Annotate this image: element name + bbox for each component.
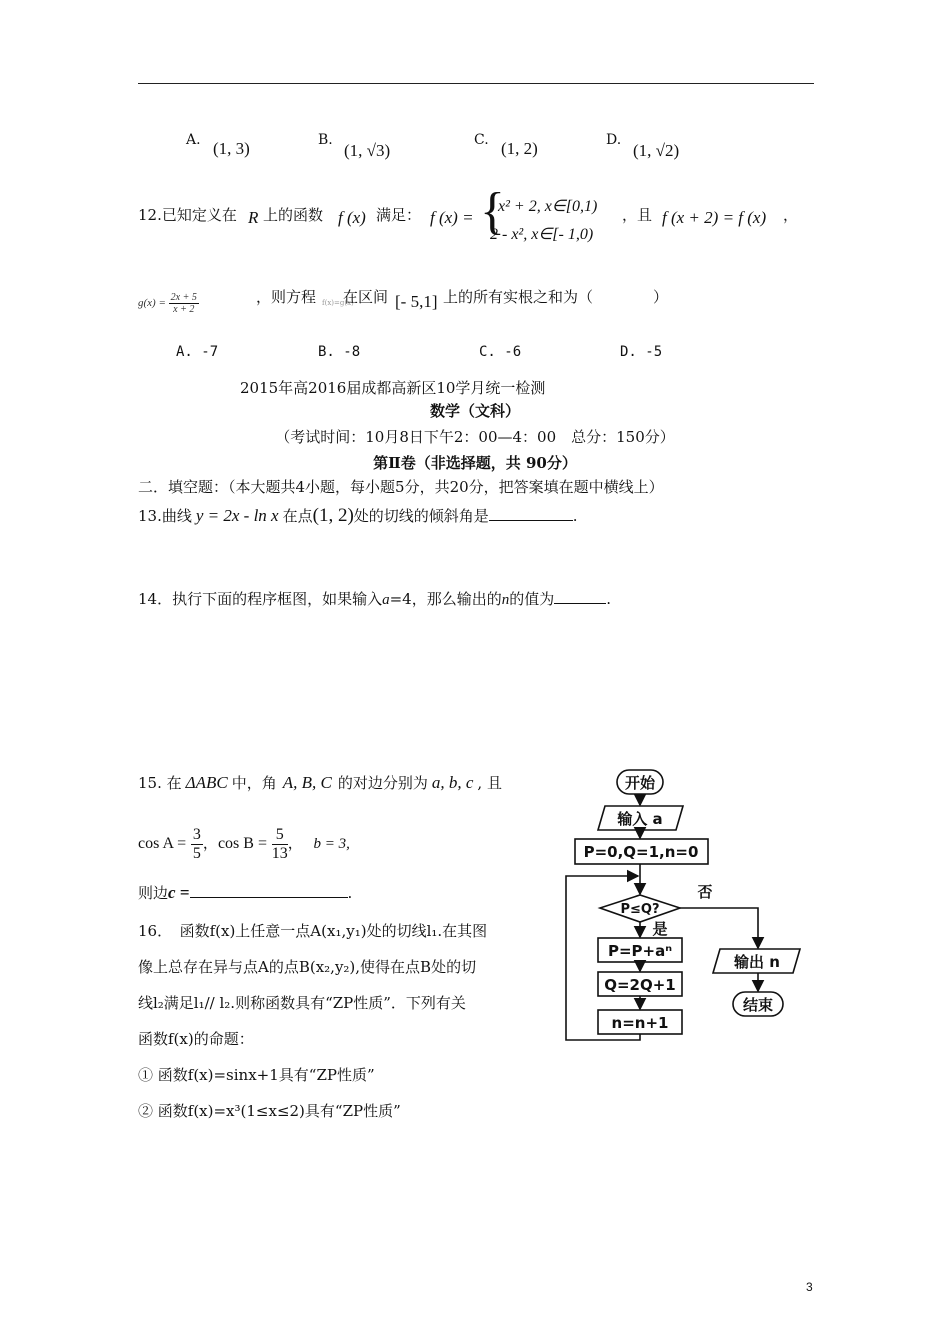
q12-satisfy: 满足：	[376, 206, 422, 224]
flow-no-arrow	[680, 908, 758, 948]
q15-cosA-den: 5	[192, 844, 201, 862]
q16-item1: ① 函数f(x)=sinx+1具有“ZP性质”	[138, 1066, 375, 1084]
q12-mid: 上的函数	[263, 206, 324, 224]
q16-item2: ② 函数f(x)=x³(1≤x≤2)具有“ZP性质”	[138, 1102, 401, 1120]
q13-point: (1, 2)	[312, 505, 354, 526]
q15-mid1: 中，角	[231, 774, 277, 792]
q11-option-c-value: (1, 2)	[501, 139, 538, 158]
flow-step2-label: Q=2Q+1	[604, 976, 676, 994]
exam-title: 2015年高2016届成都高新区10学月统一检测	[240, 379, 546, 397]
q12-fx-eq: f (x) =	[430, 208, 474, 227]
q13-suffix: 处的切线的倾斜角是	[353, 507, 489, 525]
q14-end: .	[606, 590, 612, 608]
q12-g-left: g(x) =	[138, 297, 166, 310]
flow-input-label: 输入 a	[617, 810, 663, 828]
q15-end: .	[347, 884, 353, 902]
q11-option-a-label: A.	[186, 132, 201, 148]
flow-start-label: 开始	[624, 774, 656, 792]
flow-end-label: 结束	[742, 996, 774, 1014]
q13-end: .	[572, 507, 578, 525]
q12-g-num: 2x + 5	[170, 292, 197, 303]
q12-g-den: x + 2	[173, 304, 195, 315]
q12-eq-image: f(x)=g(x)	[322, 299, 354, 307]
q12-periodic: f (x + 2) = f (x)	[662, 208, 767, 227]
flow-cond-label: P≤Q?	[620, 902, 660, 917]
q15-sep1: ，	[202, 834, 218, 853]
q12-option-d: D. -5	[620, 344, 663, 360]
q14-var-a: a	[382, 592, 390, 608]
q15-cosB: cos B =	[217, 835, 267, 853]
q11-option-d-value: (1, √2)	[633, 141, 680, 160]
q14-text-b: =4，那么输出的	[389, 590, 502, 608]
q12-tail: 上的所有实根之和为（ ）	[443, 288, 669, 306]
q12-comma: ，	[783, 206, 799, 224]
q13-curve: y = 2x - ln x	[195, 506, 279, 525]
q15-mid2: 的对边分别为	[337, 774, 428, 792]
q16-line2: 像上总存在异与点A的点B(x₂,y₂),使得在点B处的切	[138, 958, 477, 976]
q12-fx: f (x)	[338, 208, 366, 227]
q13-at: 在点	[282, 507, 313, 525]
q12-interval-word: 在区间	[343, 288, 389, 306]
q15-mid3: , 且	[477, 774, 502, 792]
q15-c: c =	[168, 883, 190, 902]
q15-sides: a, b, c	[431, 773, 474, 792]
q15-triangle: ΔABC	[185, 773, 228, 792]
q12-intro: 12.已知定义在	[138, 206, 237, 224]
q15-ask: 则边	[138, 884, 169, 902]
section2-heading: 二．填空题：（本大题共4小题，每小题5分，共20分，把答案填在题中横线上）	[138, 478, 664, 496]
q16-line3: 线l₂满足l₁// l₂.则称函数具有“ZP性质”．下列有关	[138, 994, 466, 1012]
q15-angles: A, B, C	[282, 773, 332, 792]
flow-no-label: 否	[697, 883, 713, 901]
q12-option-b: B. -8	[318, 344, 361, 360]
flow-output-label: 输出 n	[734, 953, 780, 971]
q12-interval: [- 5,1]	[395, 292, 438, 311]
q12-then-eq: ，则方程	[256, 288, 317, 306]
q16-line1: 16． 函数f(x)上任意一点A(x₁,y₁)处的切线l₁.在其图	[138, 922, 488, 940]
q12-and: ，且	[622, 206, 653, 224]
flow-yes-label: 是	[652, 920, 668, 938]
q14-var-n: n	[501, 592, 510, 608]
q12-brace: {	[480, 183, 505, 240]
q12-case2: 2 - x², x∈[- 1,0)	[490, 226, 594, 243]
q11-option-b-value: (1, √3)	[344, 141, 391, 160]
page-number: 3	[806, 1280, 813, 1294]
q15-cosB-den: 13	[271, 844, 288, 862]
flow-init-label: P=0,Q=1,n=0	[583, 843, 699, 861]
q15-cosA-num: 3	[192, 826, 201, 843]
q15-cosA: cos A =	[138, 835, 187, 853]
q15-sep2: ，	[287, 834, 303, 853]
q12-option-c: C. -6	[479, 344, 522, 360]
q15-cosB-num: 5	[272, 826, 288, 845]
subject-title: 数学（文科）	[429, 402, 520, 420]
q16-line4: 函数f(x)的命题：	[138, 1030, 254, 1048]
q11-option-c-label: C.	[474, 132, 489, 148]
flow-step3-label: n=n+1	[611, 1014, 669, 1032]
q13-prefix: 13.曲线	[138, 507, 192, 525]
q11-option-b-label: B.	[318, 132, 333, 148]
part2-title: 第Ⅱ卷（非选择题，共 90分）	[373, 454, 577, 472]
q12-case1: x² + 2, x∈[0,1)	[498, 198, 598, 215]
q12-option-a: A. -7	[176, 344, 219, 360]
exam-time: （考试时间：10月8日下午2：00—4：00 总分：150分）	[275, 428, 675, 446]
q14-text-c: 的值为	[509, 590, 555, 608]
q11-option-a-value: (1, 3)	[213, 139, 250, 158]
q11-option-d-label: D.	[606, 132, 622, 148]
q14-text-a: 14．执行下面的程序框图，如果输入	[138, 590, 383, 608]
q15-prefix: 15. 在	[138, 774, 182, 792]
flow-step1-label: P=P+aⁿ	[607, 942, 673, 960]
q15-b: b = 3,	[313, 836, 350, 853]
q12-r: R	[248, 208, 259, 227]
